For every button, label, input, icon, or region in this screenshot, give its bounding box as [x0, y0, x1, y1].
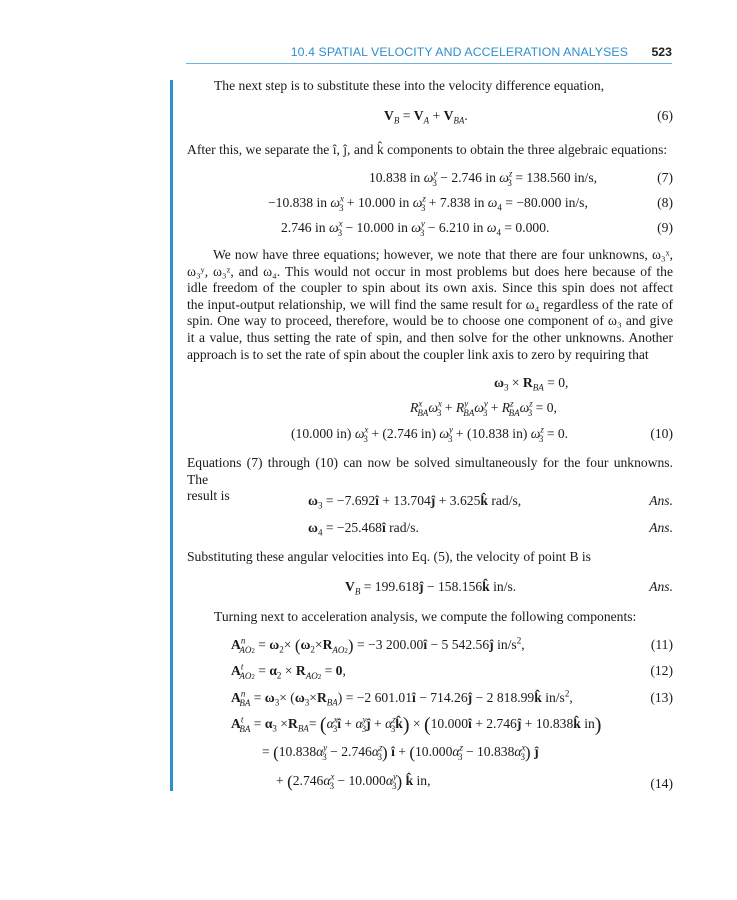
text-line: spin. One way to proceed, therefore, would be to choose one component of ω₃ and give — [187, 313, 673, 329]
equation-14-line-2: = $(10.838\alpha^y_3 - 2.746\alpha^z_3)$ î + $(10.000\alpha^z_3 - 10.838\alpha^x_3)$ ĵ — [262, 742, 539, 762]
equation-10-number: (10) — [650, 426, 673, 441]
equation-14-number: (14) — [650, 776, 673, 791]
text-line: We now have three equations; however, we note that there are four unknowns, ω₃ˣ, — [213, 247, 673, 262]
equation-12: $A^t_{AO2} = \alpha_2 \times R_{AO2} = 0$, — [231, 661, 346, 681]
equation-9: 2.746 in $\omega^x_3 - 10.000$ in $\omega^y_3 - 6.210$ in $\omega_4 = 0.000$. — [281, 218, 550, 238]
paragraph-unknowns — [187, 247, 673, 363]
text-line: the input-output relationship, we will find the same result for ω₄ regardless of the rate of — [187, 296, 673, 312]
equation-6-number: (6) — [657, 108, 673, 123]
text-line: it a value, thus setting the rate of spin, and then solve for the other unknowns. Another — [187, 329, 673, 345]
running-header — [186, 45, 672, 64]
equation-6: $V_B = V_A + V_{BA}$. — [384, 108, 468, 126]
paragraph-intro: The next step is to substitute these into the velocity difference equation, — [214, 78, 605, 93]
paragraph-separate: After this, we separate the î, ĵ, and k̂ components to obtain the three algebraic equations: — [187, 142, 668, 157]
result-omega3: $\omega_3$ = −7.692î + 13.704ĵ + 3.625k̂ rad/s, — [308, 493, 522, 511]
ans-label: Ans. — [649, 493, 673, 508]
equation-7-number: (7) — [657, 170, 673, 185]
text-line: approach is to set the rate of spin about the coupler link axis to zero by requiring that — [187, 346, 649, 362]
section-title: 10.4 SPATIAL VELOCITY AND ACCELERATION ANALYSES — [290, 45, 628, 59]
margin-bar — [170, 80, 173, 791]
paragraph-acceleration: Turning next to acceleration analysis, we compute the following components: — [214, 609, 637, 624]
equation-7: 10.838 in $\omega^y_3 - 2.746$ in $\omega^z_3 = 138.560$ in/s, — [369, 168, 598, 188]
text-line: ω₃ʸ, ω₃ᶻ, and ω₄. This would not occur in most problems but does here because of the — [187, 263, 673, 279]
page-number: 523 — [651, 45, 672, 59]
text-line: result is — [187, 488, 230, 504]
result-omega4: $\omega_4$ = −25.468î rad/s. — [308, 520, 419, 538]
text-line: idle freedom of the coupler to spin about its own axis. Since this spin does not affect — [187, 280, 673, 296]
equation-13-number: (13) — [650, 690, 673, 705]
paragraph-substituting: Substituting these angular velocities into Eq. (5), the velocity of point B is — [187, 549, 591, 564]
equation-14-line-3: + $(2.746\alpha^x_3 - 10.000\alpha^y_3)$ k̂ in, — [276, 771, 431, 791]
equation-11: $A^n_{AO2} = \omega_2\times (\omega_2\times R_{AO2}) = -3$ 200.00î − 5 542.56ĵ $in/s^2$, — [231, 635, 525, 655]
equation-9-number: (9) — [657, 220, 673, 235]
ans-label: Ans. — [649, 520, 673, 535]
text-line: Equations (7) through (10) can now be solved simultaneously for the four unknowns. The — [187, 455, 673, 487]
equation-12-number: (12) — [650, 663, 673, 678]
equation-13: $A^n_{BA} = \omega_3\times (\omega_3\times R_{BA}) = -2$ 601.01î − 714.26ĵ − 2 818.99k̂ $in/s^2$, — [231, 688, 573, 708]
equation-11-number: (11) — [650, 637, 673, 652]
equation-8-number: (8) — [657, 195, 673, 210]
equation-constraint-cross: $\omega_3 \times R_{BA} = 0$, — [494, 375, 569, 393]
equation-8: −10.838 in $\omega^x_3 + 10.000$ in $\omega^z_3 + 7.838$ in $\omega_4 = -80.000$ in/s, — [268, 193, 588, 213]
ans-label: Ans. — [649, 579, 673, 594]
equation-14-line-1: $A^t_{BA} = \alpha_3 \times R_{BA}=$ ($\alpha^x_3î$ + $\alpha^y_3ĵ$ + $\alpha^z_3k̂$) × (10.000î + 2.746ĵ + 10.838k̂ in) — [231, 714, 602, 736]
result-velocity-b: $V_B$ = 199.618ĵ − 158.156k̂ in/s. — [345, 579, 517, 597]
equation-10: (10.000 in) $\omega^x_3 + (2.746$ in) $\omega^y_3 + (10.838$ in) $\omega^z_3 = 0$. — [291, 424, 569, 444]
equation-constraint-dot: $R^x_{BA}\omega^x_3 + R^y_{BA}\omega^y_3 + R^z_{BA}\omega^z_3 = 0$, — [410, 398, 557, 418]
